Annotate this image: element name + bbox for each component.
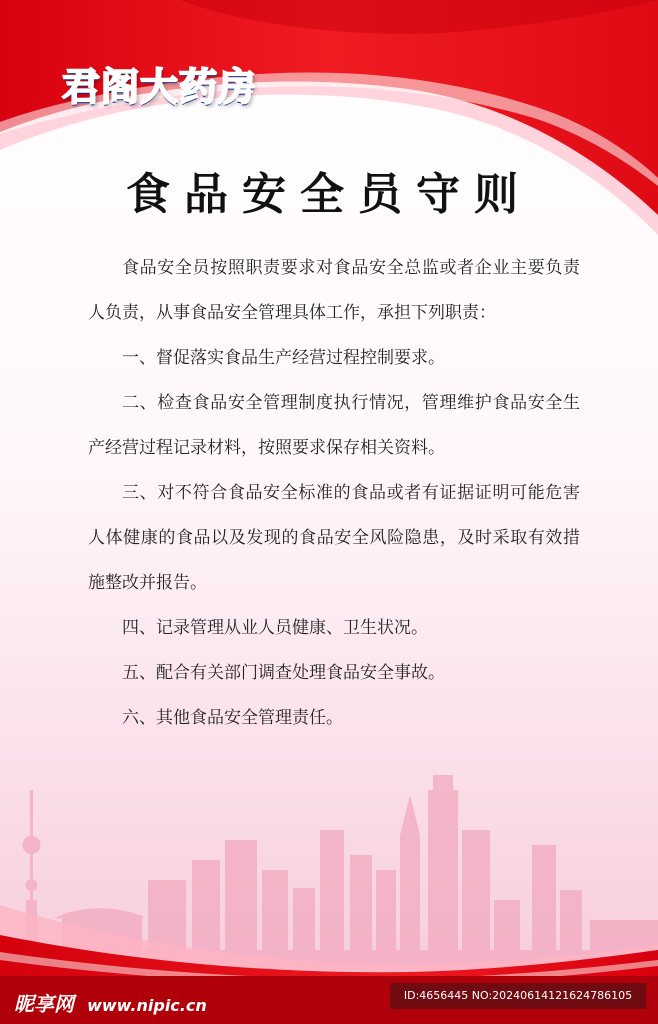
rule-item-1: 一、督促落实食品生产经营过程控制要求。: [122, 348, 445, 368]
intro-paragraph: 食品安全员按照职责要求对食品安全总监或者企业主要负责人负责，从事食品安全管理具体工作，承担下列职责：: [88, 258, 580, 323]
image-id-label: ID:4656445 NO:20240614121624786105: [390, 983, 646, 1009]
watermark-logo: 昵享网: [14, 992, 74, 1016]
rule-item-6: 六、其他食品安全管理责任。: [122, 708, 343, 728]
watermark-url: www.nipic.cn: [87, 996, 207, 1015]
page-title: 食品安全员守则: [126, 169, 532, 220]
rule-item-4: 四、记录管理从业人员健康、卫生状况。: [122, 618, 428, 638]
rules-content: [88, 246, 580, 741]
rule-item-5: 五、配合有关部门调查处理食品安全事故。: [122, 663, 445, 683]
rule-item-3: 三、对不符合食品安全标准的食品或者有证据证明可能危害人体健康的食品以及发现的食品安全风险隐患，及时采取有效措施整改并报告。: [88, 483, 580, 593]
rule-item-2: 二、检查食品安全管理制度执行情况，管理维护食品安全生产经营过程记录材料，按照要求保存相关资料。: [88, 393, 580, 458]
watermark: [14, 988, 207, 1017]
brand-logo-text: 君阁大药房: [62, 65, 258, 109]
